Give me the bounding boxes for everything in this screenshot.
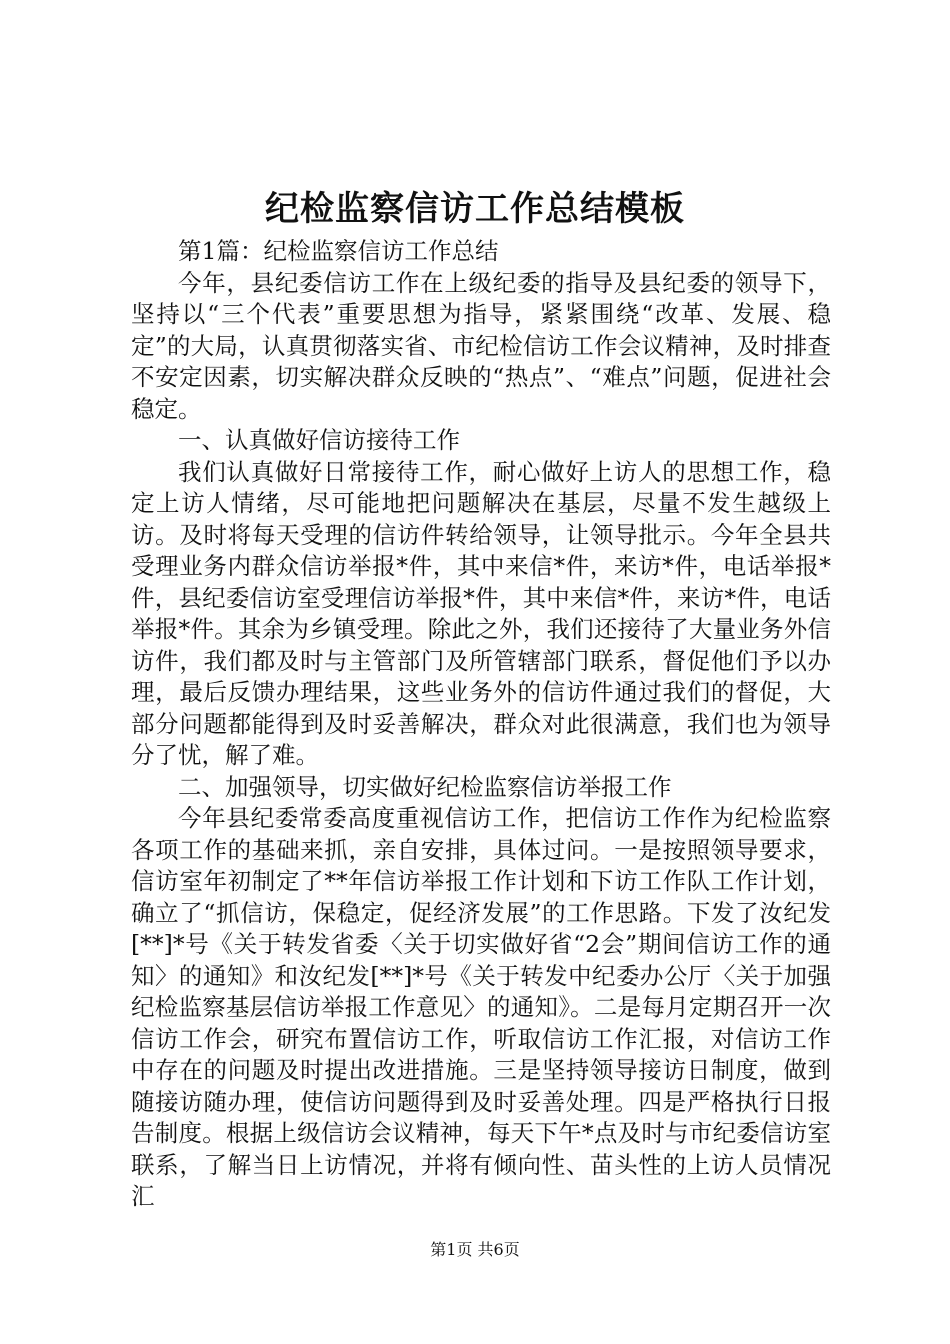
page-number: 第1页 共6页 — [430, 1240, 520, 1259]
intro-paragraph: 今年，县纪委信访工作在上级纪委的指导及县纪委的领导下，坚持以“三个代表”重要思想为指导，紧紧围绕“改革、发展、稳定”的大局，认真贯彻落实省、市纪检信访工作会议精神，及时排查不安定因素，切实解决群众反映的“热点”、“难点”问题，促进社会稳定。 — [131, 268, 831, 423]
section-heading-1: 一、认真做好信访接待工作 — [178, 426, 460, 454]
document-body — [131, 236, 831, 1213]
section-heading-2: 二、加强领导，切实做好纪检监察信访举报工作 — [178, 772, 672, 801]
section-subtitle: 第1篇：纪检监察信访工作总结 — [178, 237, 499, 265]
section-1-paragraph: 我们认真做好日常接待工作，耐心做好上访人的思想工作，稳定上访人情绪，尽可能地把问题解决在基层，尽量不发生越级上访。及时将每天受理的信访件转给领导，让领导批示。今年全县共受理业务内群众信访举报*件，其中来信*件，来访*件，电话举报*件，县纪委信访室受理信访举报*件，其中来信*件，来访*件，电话举报*件。其余为乡镇受理。除此之外，我们还接待了大量业务外信访件，我们都及时与主管部门及所管辖部门联系，督促他们予以办理，最后反馈办理结果，这些业务外的信访件通过我们的督促，大部分问题都能得到及时妥善解决，群众对此很满意，我们也为领导分了忧，解了难。 — [131, 457, 831, 769]
document-title: 纪检监察信访工作总结模板 — [265, 189, 685, 229]
section-2-paragraph: 今年县纪委常委高度重视信访工作，把信访工作作为纪检监察各项工作的基础来抓，亲自安排，具体过问。一是按照领导要求，信访室年初制定了**年信访举报工作计划和下访工作队工作计划，确立了“抓信访，保稳定，促经济发展”的工作思路。下发了汝纪发[**]*号《关于转发省委〈关于切实做好省“2会”期间信访工作的通知〉的通知》和汝纪发[**]*号《关于转发中纪委办公厅〈关于加强纪检监察基层信访举报工作意见〉的通知》。二是每月定期召开一次信访工作会，研究布置信访工作，听取信访工作汇报，对信访工作中存在的问题及时提出改进措施。三是坚持领导接访日制度，做到随接访随办理，使信访问题得到及时妥善处理。四是严格执行日报告制度。根据上级信访会议精神，每天下午*点及时与市纪委信访室联系，了解当日上访情况，并将有倾向性、苗头性的上访人员情况汇 — [131, 804, 831, 1210]
